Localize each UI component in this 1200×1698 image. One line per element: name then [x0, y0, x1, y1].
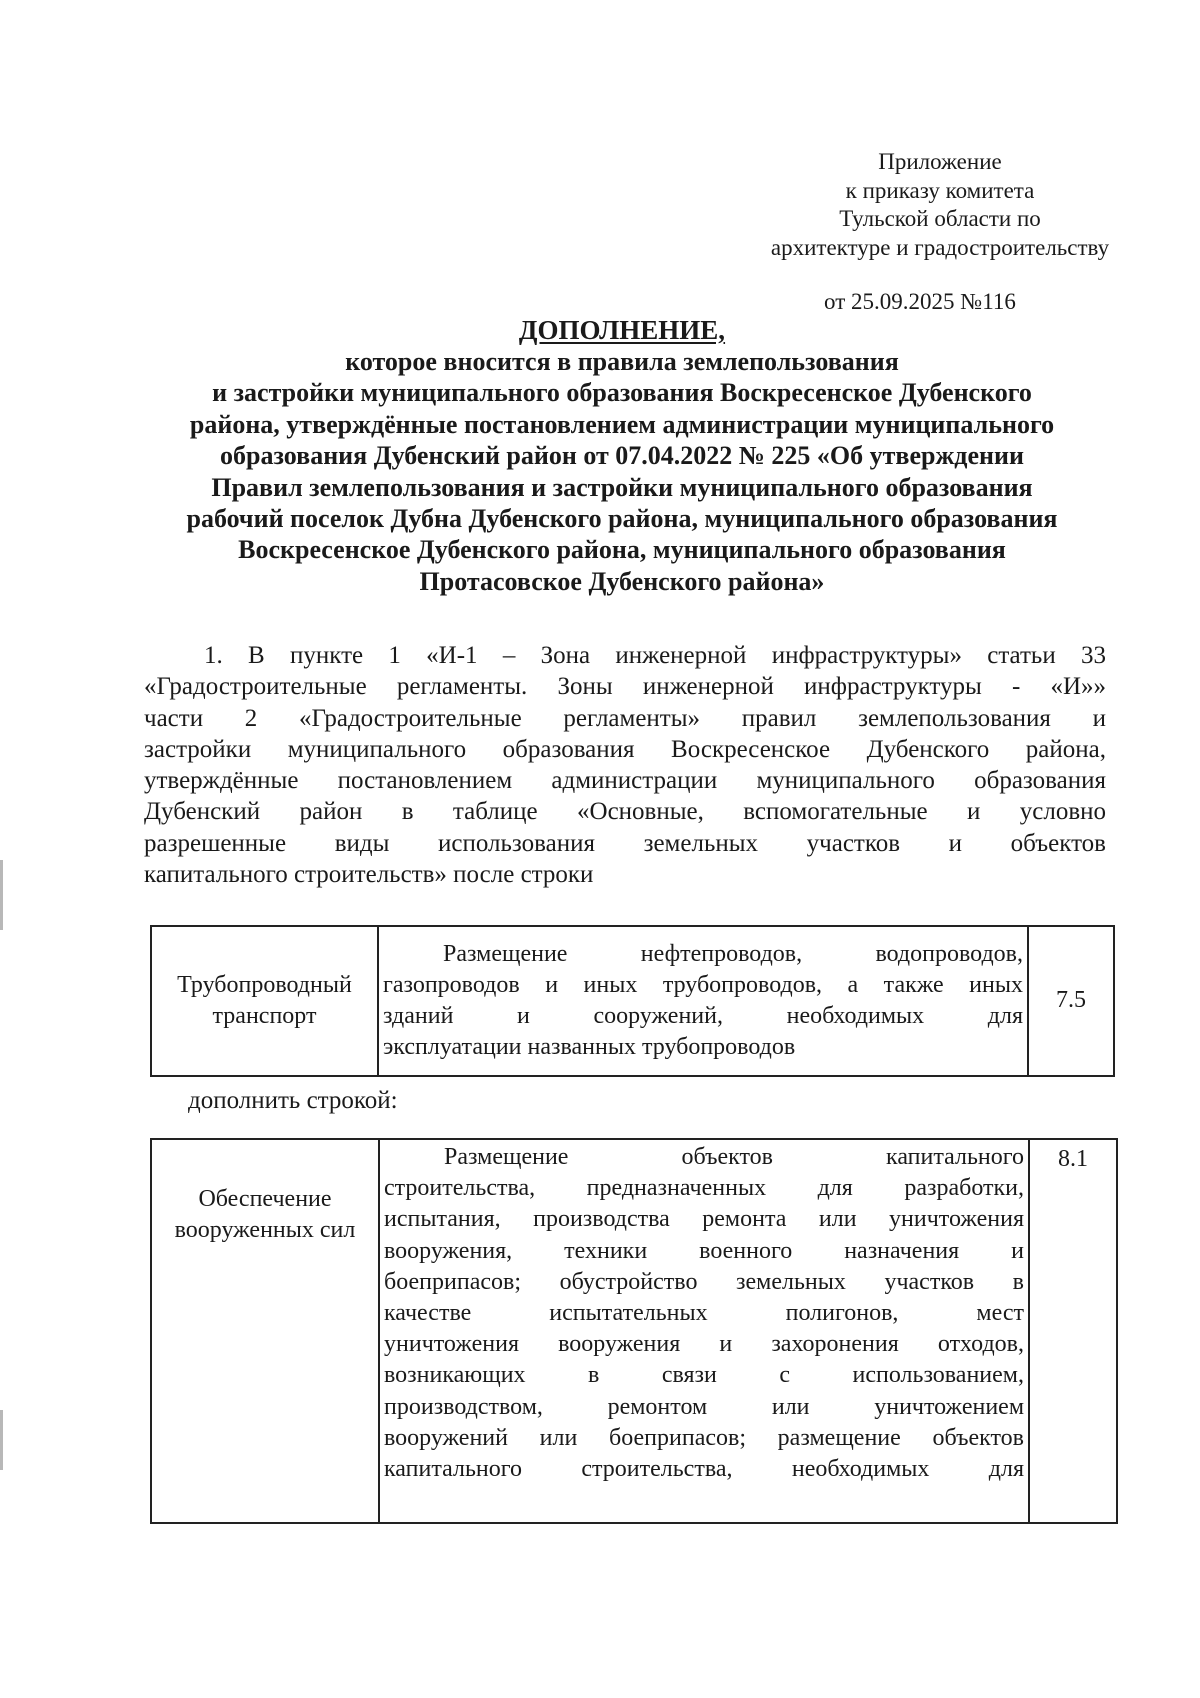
scan-edge-mark: [0, 860, 3, 930]
land-use-name-line: вооруженных сил: [174, 1217, 356, 1244]
land-use-name-line: транспорт: [212, 1003, 317, 1029]
body-paragraph: [144, 640, 1106, 890]
description-line: строительства, предназначенных для разработки,: [384, 1175, 1024, 1202]
new-row-table: [150, 1138, 1118, 1524]
description-line: качестве испытательных полигонов, мест: [384, 1299, 1024, 1326]
land-use-code-cell: 7.5: [1028, 926, 1114, 1076]
description-line: уничтожения вооружения и захоронения отходов,: [384, 1331, 1024, 1358]
paragraph-line: утверждённые постановлением администрации муниципального образования: [144, 767, 1106, 795]
scan-edge-mark: [0, 1410, 3, 1470]
appendix-line: Тульской области по: [839, 206, 1041, 231]
heading-line: Протасовское Дубенского района»: [419, 566, 825, 596]
land-use-description-cell: [379, 1139, 1029, 1523]
appendix-line: архитектуре и градостроительству: [770, 234, 1110, 260]
description-line: испытания, производства ремонта или уничтожения: [384, 1206, 1024, 1233]
appendix-line: Приложение: [878, 149, 1002, 174]
heading-title: ДОПОЛНЕНИЕ,: [518, 315, 726, 345]
heading-line: района, утверждённые постановлением администрации муниципального: [189, 409, 1055, 439]
appendix-date: от 25.09.2025 №116: [824, 289, 1016, 314]
land-use-name-line: Трубопроводный: [177, 971, 352, 998]
description-line: Размещение объектов капитального: [444, 1144, 1024, 1170]
paragraph-line: застройки муниципального образования Воскресенское Дубенского района,: [144, 735, 1106, 763]
description-line: эксплуатации названных трубопроводов: [383, 1034, 796, 1061]
description-line: зданий и сооружений, необходимых для: [383, 1003, 1023, 1029]
heading-line: рабочий поселок Дубна Дубенского района, муниципального образования: [186, 504, 1058, 534]
heading-line: Воскресенское Дубенского района, муниципального образования: [238, 535, 1006, 565]
appendix-line: к приказу комитета: [845, 177, 1035, 203]
land-use-name-line: Обеспечение: [198, 1186, 332, 1212]
land-use-description-cell: [378, 926, 1028, 1076]
heading-line: образования Дубенский район от 07.04.2022 № 225 «Об утверждении: [220, 441, 1024, 471]
heading-line: Правил землепользования и застройки муниципального образования: [211, 472, 1033, 502]
table-row: [151, 926, 1114, 1076]
paragraph-line: Дубенский район в таблице «Основные, вспомогательные и условно: [144, 798, 1106, 826]
land-use-name-cell: [151, 1139, 379, 1523]
paragraph-line: части 2 «Градостроительные регламенты» правил землепользования и: [144, 704, 1106, 732]
land-use-name-cell: [151, 926, 378, 1076]
description-line: вооружения, техники военного назначения и: [384, 1237, 1024, 1264]
appendix-block: [740, 148, 1140, 262]
paragraph-line: 1. В пункте 1 «И-1 – Зона инженерной инфраструктуры» статьи 33: [204, 642, 1106, 669]
description-line: возникающих в связи с использованием,: [384, 1362, 1024, 1389]
heading-line: которое вносится в правила землепользования: [345, 347, 899, 376]
description-line: боеприпасов; обустройство земельных участков в: [384, 1268, 1024, 1295]
paragraph-line: разрешенные виды использования земельных участков и объектов: [144, 829, 1106, 857]
document-heading: [140, 314, 1104, 597]
paragraph-line: капитального строительств» после строки: [144, 861, 594, 889]
description-line: капитального строительства, необходимых для: [384, 1455, 1024, 1482]
supplement-text: дополнить строкой:: [188, 1087, 398, 1114]
description-line: газопроводов и иных трубопроводов, а также иных: [383, 971, 1023, 998]
description-line: вооружений или боеприпасов; размещение объектов: [384, 1424, 1024, 1451]
description-line: Размещение нефтепроводов, водопроводов,: [443, 940, 1023, 967]
paragraph-line: «Градостроительные регламенты. Зоны инженерной инфраструктуры - «И»»: [144, 673, 1106, 701]
table-row: [151, 1139, 1117, 1523]
description-line: производством, ремонтом или уничтожением: [384, 1393, 1024, 1420]
existing-row-table: [150, 925, 1115, 1077]
land-use-code-cell: 8.1: [1029, 1139, 1117, 1523]
heading-line: и застройки муниципального образования Воскресенское Дубенского: [212, 378, 1032, 408]
